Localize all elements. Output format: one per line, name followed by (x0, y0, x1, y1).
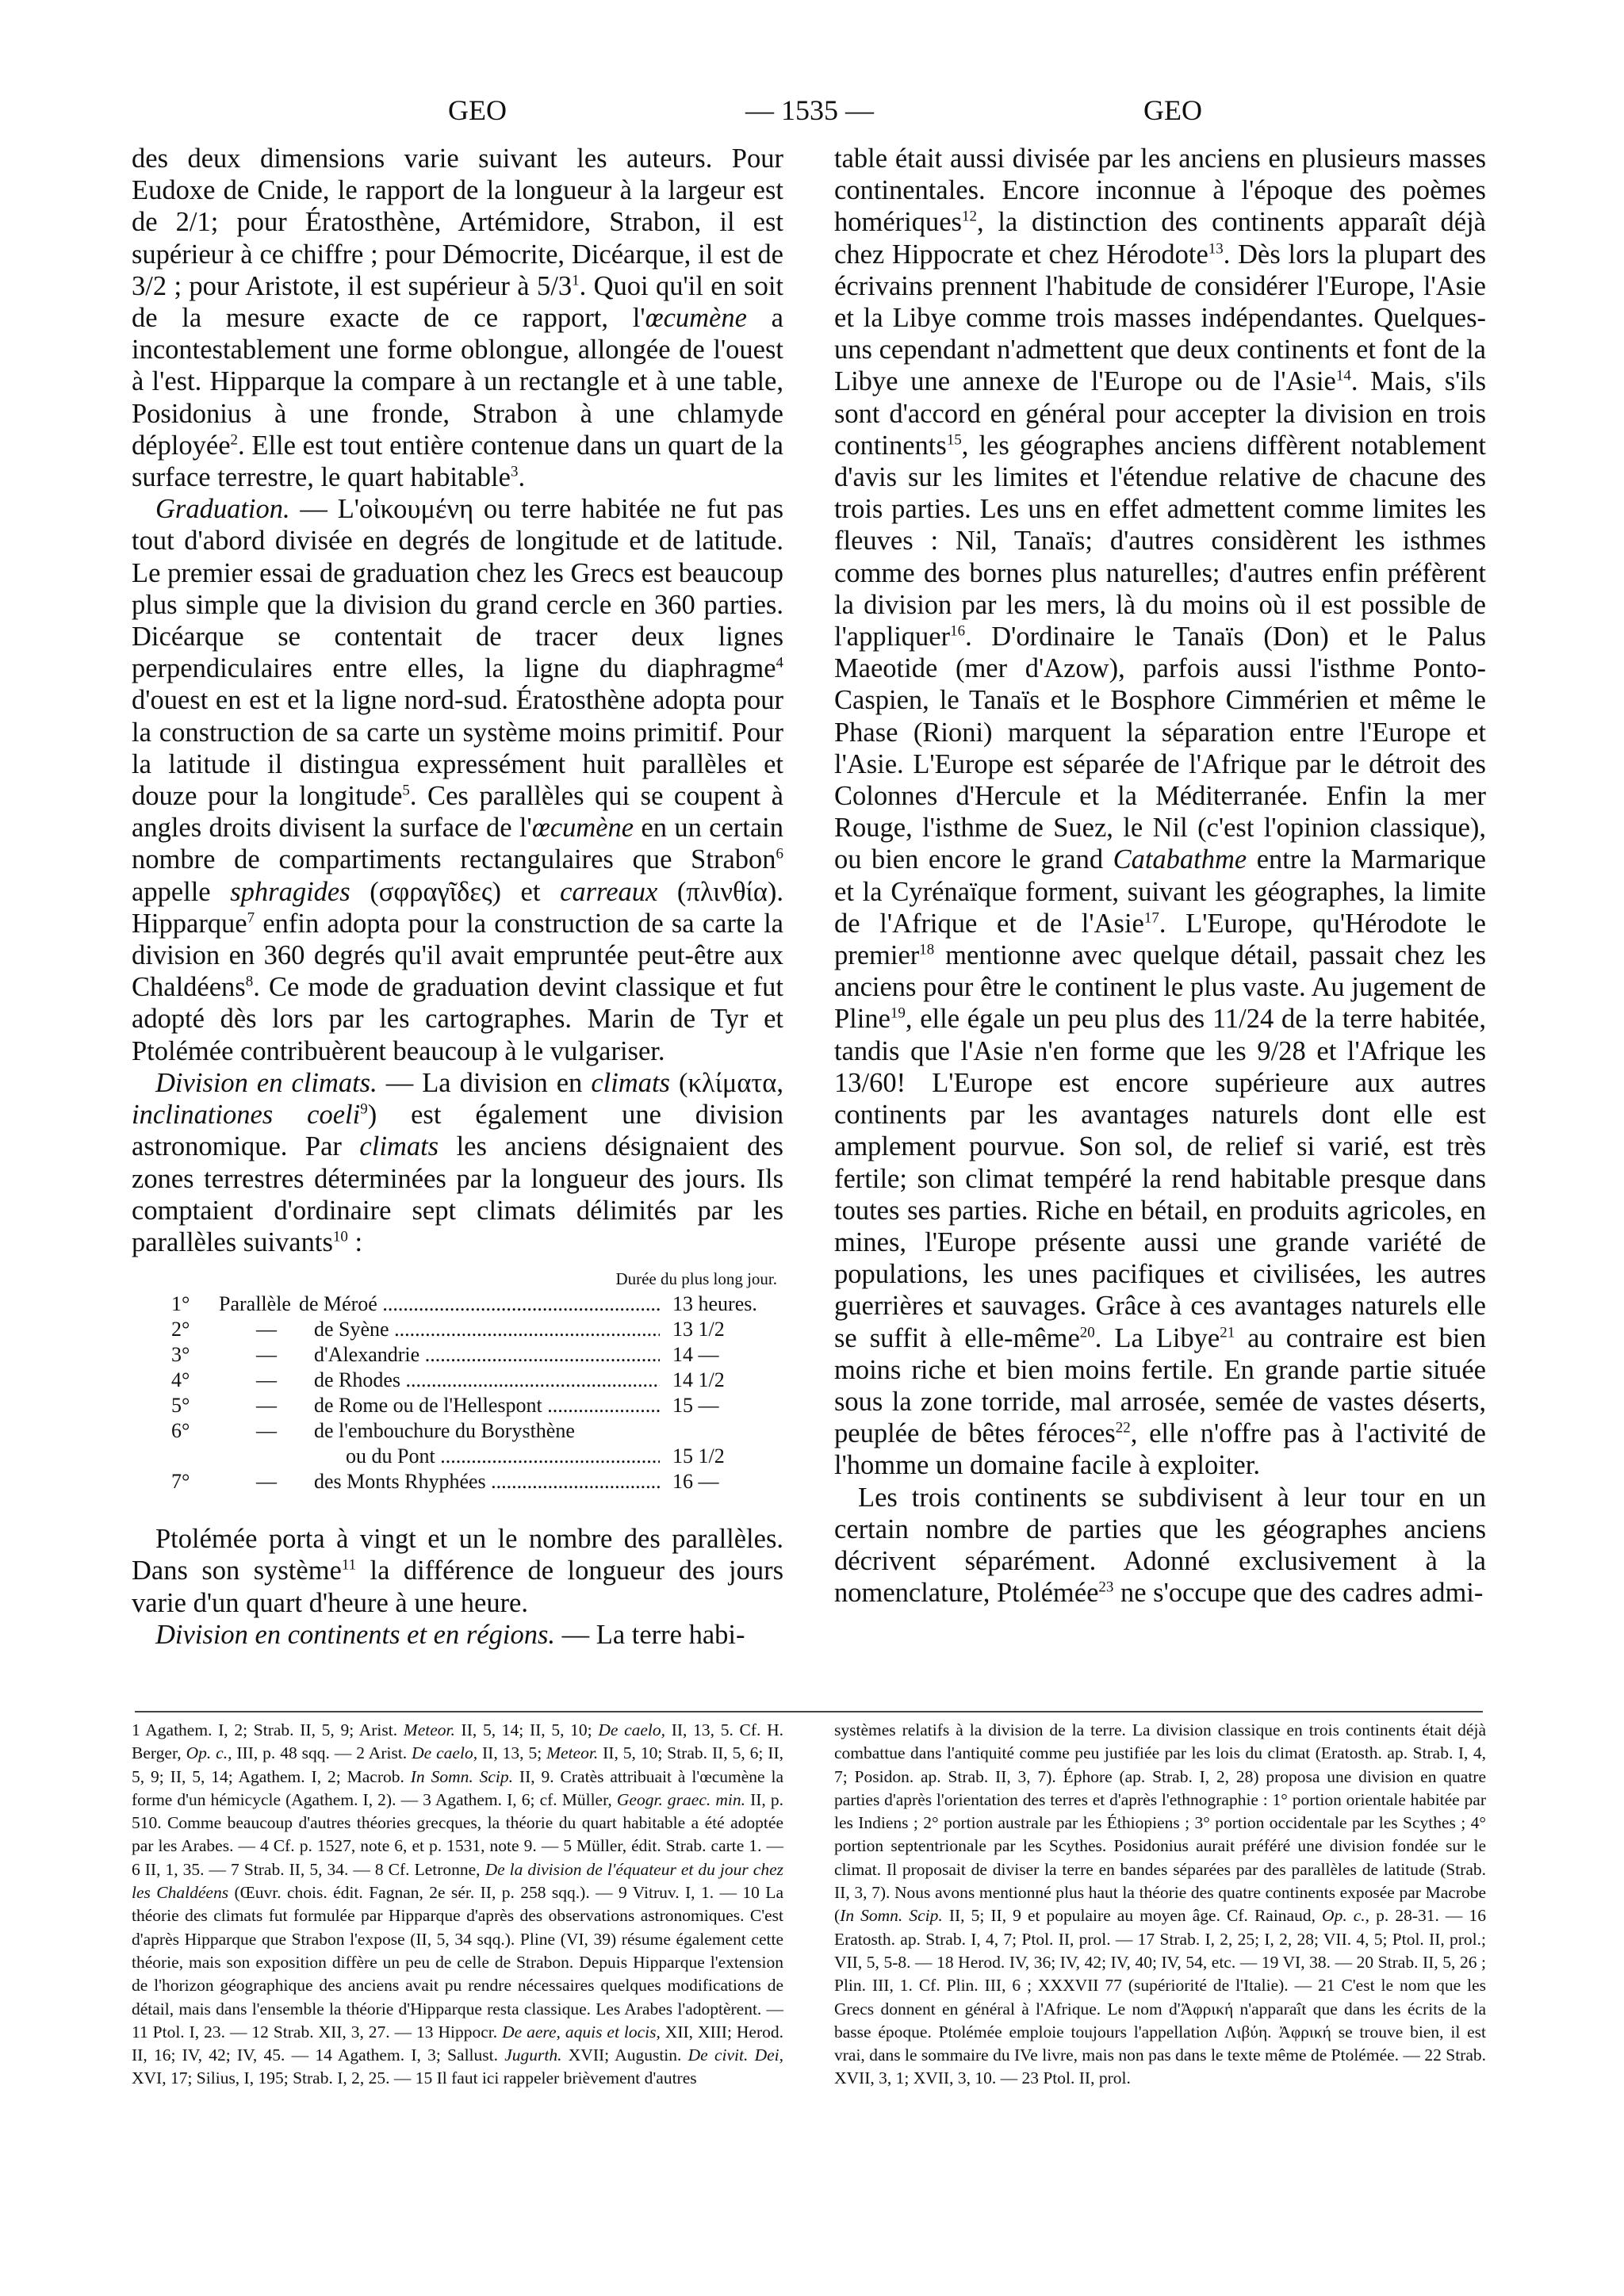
table-row: 4° — de Rhodes ..... 14 1/2 (132, 1368, 783, 1393)
climats-table-header: Durée du plus long jour. (615, 1269, 777, 1289)
page-header (0, 94, 1624, 141)
left-column (132, 143, 783, 1651)
paragraph-climats: Division en climats. — La division en climats (κλίματα, inclinationes coeli$^9$) est également une division astronomique. Par climats les anciens désignaient des zones terrestres déterminées par la longueur des jours. Ils comptaient d'ordinaire sept climats délimités par les parallèles suivants$^{10}$ : (132, 1067, 783, 1257)
table-row: 2° — de Syène ..... 13 1/2 (132, 1317, 783, 1342)
table-row: 6° — de l'embouchure du Borysthène (171, 1419, 575, 1443)
table-row: ou du Pont ..... 15 1/2 (132, 1444, 783, 1469)
right-column (834, 143, 1486, 1609)
page-number: — 1535 — (745, 94, 874, 126)
running-head-right: GEO (1143, 94, 1202, 126)
climats-table (132, 1266, 783, 1494)
running-head-left: GEO (448, 94, 507, 126)
paragraph-subdivisions: Les trois continents se subdivisent à leur tour en un certain nombre de parties que les géographes anciens décrivent séparément. Adonné exclusivement à la nomenclature, Ptolémée$^{23}$ ne s'occupe que des cadres admi- (834, 1482, 1486, 1609)
paragraph-continents-cont: table était aussi divisée par les anciens en plusieurs masses continentales. Encore inconnue à l'époque des poèmes homériques$^{12}$, la distinction des continents apparaît déjà chez Hippocrate et chez Hérodote$^{13}$. Dès lors la plupart des écrivains prennent l'habitude de considérer l'Europe, l'Asie et la Libye comme trois masses indépendantes. Quelques-uns cependant n'admettent que deux continents et font de la Libye une annexe de l'Europe ou de l'Asie$^{14}$. Mais, s'ils sont d'accord en général pour accepter la division en trois continents$^{15}$, les géographes anciens diffèrent notablement d'avis sur les limites et l'étendue relative de chacune des trois parties. Les uns en effet admettent comme limites les fleuves : Nil, Tanaïs; d'autres considèrent les isthmes comme des bornes plus naturelles; d'autres enfin préfèrent la division par les mers, là du moins où il est possible de l'appliquer$^{16}$. D'ordinaire le Tanaïs (Don) et le Palus Maeotide (mer d'Azow), parfois aussi l'isthme Ponto-Caspien, le Tanaïs et le Bosphore Cimmérien et même le Phase (Rioni) marquent la séparation entre l'Europe et l'Asie. L'Europe est séparée de l'Afrique par le détroit des Colonnes d'Hercule et la Méditerranée. Enfin la mer Rouge, l'isthme de Suez, le Nil (c'est l'opinion classique), ou bien encore le grand Catabathme entre la Marmarique et la Cyrénaïque forment, suivant les géographes, la limite de l'Afrique et de l'Asie$^{17}$. L'Europe, qu'Hérodote le premier$^{18}$ mentionne avec quelque détail, passait chez les anciens pour être le continent le plus vaste. Au jugement de Pline$^{19}$, elle égale un peu plus des 11/24 de la terre habitée, tandis que l'Asie n'en forme que les 9/28 et l'Afrique les 13/60! L'Europe est encore supérieure aux autres continents par les avantages naturels dont elle est amplement pourvue. Son sol, de relief si varié, est très fertile; son climat tempéré la rend habitable presque dans toutes ses parties. Riche en bétail, en produits agricoles, en mines, l'Europe présente aussi une grande variété de populations, les unes pacifiques et civilisées, les autres guerrières et sauvages. Grâce à ces avantages naturels elle se suffit à elle-même$^{20}$. La Libye$^{21}$ au contraire est bien moins riche et bien moins fertile. En grande partie située sous la zone torride, mal arrosée, semée de vastes déserts, peuplée de bêtes féroces$^{22}$, elle n'offre pas à l'activité de l'homme un domaine facile à exploiter. (834, 144, 1487, 1481)
footnotes-right: systèmes relatifs à la division de la terre. La division classique en trois continents était déjà combattue dans l'antiquité comme peu justifiée par les lois du climat (Eratosth. ap. Strab. I, 4, 7; Posidon. ap. Strab. II, 3, 7). Éphore (ap. Strab. I, 2, 28) proposa une division en quatre parties d'après l'orientation des terres et d'après l'ethnographie : 1° portion orientale habitée par les Indiens ; 2° portion australe par les Éthiopiens ; 3° portion occidentale par les Scythes ; 4° portion septentrionale par les Scythes. Posidonius aurait préféré une division fondée sur le climat. Il proposait de diviser la terre en bandes séparées par des parallèles de latitude (Strab. II, 3, 7). Nous avons mentionné plus haut la théorie des quatre continents exposée par Macrobe (In Somn. Scip. II, 5; II, 9 et populaire au moyen âge. Cf. Rainaud, Op. c., p. 28-31. — 16 Eratosth. ap. Strab. I, 4, 7; Ptol. II, prol. — 17 Strab. I, 2, 25; I, 2, 28; VII. 4, 5; Ptol. II, prol.; VII, 5, 5-8. — 18 Herod. IV, 36; IV, 42; IV, 40; IV, 54, etc. — 19 VI, 38. — 20 Strab. II, 5, 26 ; Plin. III, 1. Cf. Plin. III, 6 ; XXXVII 77 (supériorité de l'Italie). — 21 C'est le nom que les Grecs donnent en général à l'Afrique. Le nom d'Ἀφρική n'apparaît que dans les écrits de la basse époque. Ptolémée emploie toujours l'appellation Λιβύη. Ἀφρική se trouve bien, il est vrai, dans le sommaire du IVe livre, mais non pas dans le texte même de Ptolémée. — 22 Strab. XVII, 3, 1; XVII, 3, 10. — 23 Ptol. II, prol. (834, 1720, 1486, 2088)
table-row: 1° Parallèle de Méroé ..... 13 heures. (132, 1292, 783, 1317)
paragraph-dimensions: des deux dimensions varie suivant les auteurs. Pour Eudoxe de Cnide, le rapport de la longueur à la largeur est de 2/1; pour Ératosthène, Artémidore, Strabon, il est supérieur à ce chiffre ; pour Démocrite, Dicéarque, il est de 3/2 ; pour Aristote, il est supérieur à $5/3^1$. Quoi qu'il en soit de la mesure exacte de ce rapport, l'œcumène a incontestablement une forme oblongue, allongée de l'ouest à l'est. Hipparque la compare à un rectangle et à une table, Posidonius à une fronde, Strabon à une chlamyde déployée$^2$. Elle est tout entière contenue dans un quart de la surface terrestre, le quart habitable$^3$. (132, 144, 783, 493)
footnotes-left: 1 Agathem. I, 2; Strab. II, 5, 9; Arist. Meteor. II, 5, 14; II, 5, 10; De caelo, II, 13, 5. Cf. H. Berger, Op. c., III, p. 48 sqq. — 2 Arist. De caelo, II, 13, 5; Meteor. II, 5, 10; Strab. II, 5, 6; II, 5, 9; II, 5, 14; Agathem. I, 2; Macrob. In Somn. Scip. II, 9. Cratès attribuait à l'œcumène la forme d'un hémicycle (Agathem. I, 2). — 3 Agathem. I, 6; cf. Müller, Geogr. graec. min. II, p. 510. Comme beaucoup d'autres théories grecques, la théorie du quart habitable a été adoptée par les Arabes. — 4 Cf. p. 1527, note 6, et p. 1531, note 9. — 5 Müller, édit. Strab. carte 1. — 6 II, 1, 35. — 7 Strab. II, 5, 34. — 8 Cf. Letronne, De la division de l'équateur et du jour chez les Chaldéens (Œuvr. chois. édit. Fagnan, 2e sér. II, p. 258 sqq.). — 9 Vitruv. I, 1. — 10 La théorie des climats fut formulée par Hipparque d'après des observations astronomiques. C'est d'après Hipparque que Strabon l'expose (II, 5, 34 sqq.). Pline (VI, 39) résume également cette théorie, mais son exposition diffère un peu de celle de Strabon. Depuis Hipparque l'extension de l'horizon géographique des anciens avait pu rendre nécessaires quelques modifications de détail, mais dans l'ensemble la théorie d'Hipparque resta classique. Les Arabes l'adoptèrent. — 11 Ptol. I, 23. — 12 Strab. XII, 3, 27. — 13 Hippocr. De aere, aquis et locis, XII, XIII; Herod. II, 16; IV, 42; IV, 45. — 14 Agathem. I, 3; Sallust. Jugurth. XVII; Augustin. De civit. Dei, XVI, 17; Silius, I, 195; Strab. I, 2, 25. — 15 Il faut ici rappeler brièvement d'autres (132, 1720, 784, 2088)
table-row: 5° — de Rome ou de l'Hellespont ..... 15 — (132, 1393, 783, 1418)
paragraph-graduation: Graduation. — L'οἰκουμένη ou terre habitée ne fut pas tout d'abord divisée en degrés de longitude et de latitude. Le premier essai de graduation chez les Grecs est beaucoup plus simple que la division du grand cercle en 360 parties. Dicéarque se contentait de tracer deux lignes perpendiculaires entre elles, la ligne du diaphragme$^4$ d'ouest en est et la ligne nord-sud. Ératosthène adopta pour la construction de sa carte un système moins primitif. Pour la latitude il distingua expressément huit parallèles et douze pour la longitude$^5$. Ces parallèles qui se coupent à angles droits divisent la surface de l'œcumène en un certain nombre de compartiments rectangulaires que Strabon$^6$ appelle sphragides (σφραγῖδες) et carreaux (πλινθία). Hipparque$^7$ enfin adopta pour la construction de sa carte la division en 360 degrés qu'il avait empruntée peut-être aux Chaldéens$^8$. Ce mode de graduation devint classique et fut adopté dès lors par les cartographes. Marin de Tyr et Ptolémée contribuèrent beaucoup à le vulgariser. (132, 494, 784, 1066)
paragraph-ptolemee: Ptolémée porta à vingt et un le nombre des parallèles. Dans son système$^{11}$ la différence de longueur des jours varie d'un quart d'heure à une heure. (132, 1524, 784, 1618)
table-row: 7° — des Monts Rhyphées ..... 16 — (132, 1469, 783, 1494)
paragraph-continents: Division en continents et en régions. — La terre habi- (155, 1619, 745, 1650)
section-title-climats: Division en climats. (155, 1067, 377, 1098)
section-title-continents: Division en continents et en régions. (155, 1619, 555, 1650)
section-title-graduation: Graduation. (155, 494, 290, 525)
footnote-separator (135, 1711, 1483, 1712)
table-row: 3° — d'Alexandrie ..... 14 — (132, 1342, 783, 1368)
